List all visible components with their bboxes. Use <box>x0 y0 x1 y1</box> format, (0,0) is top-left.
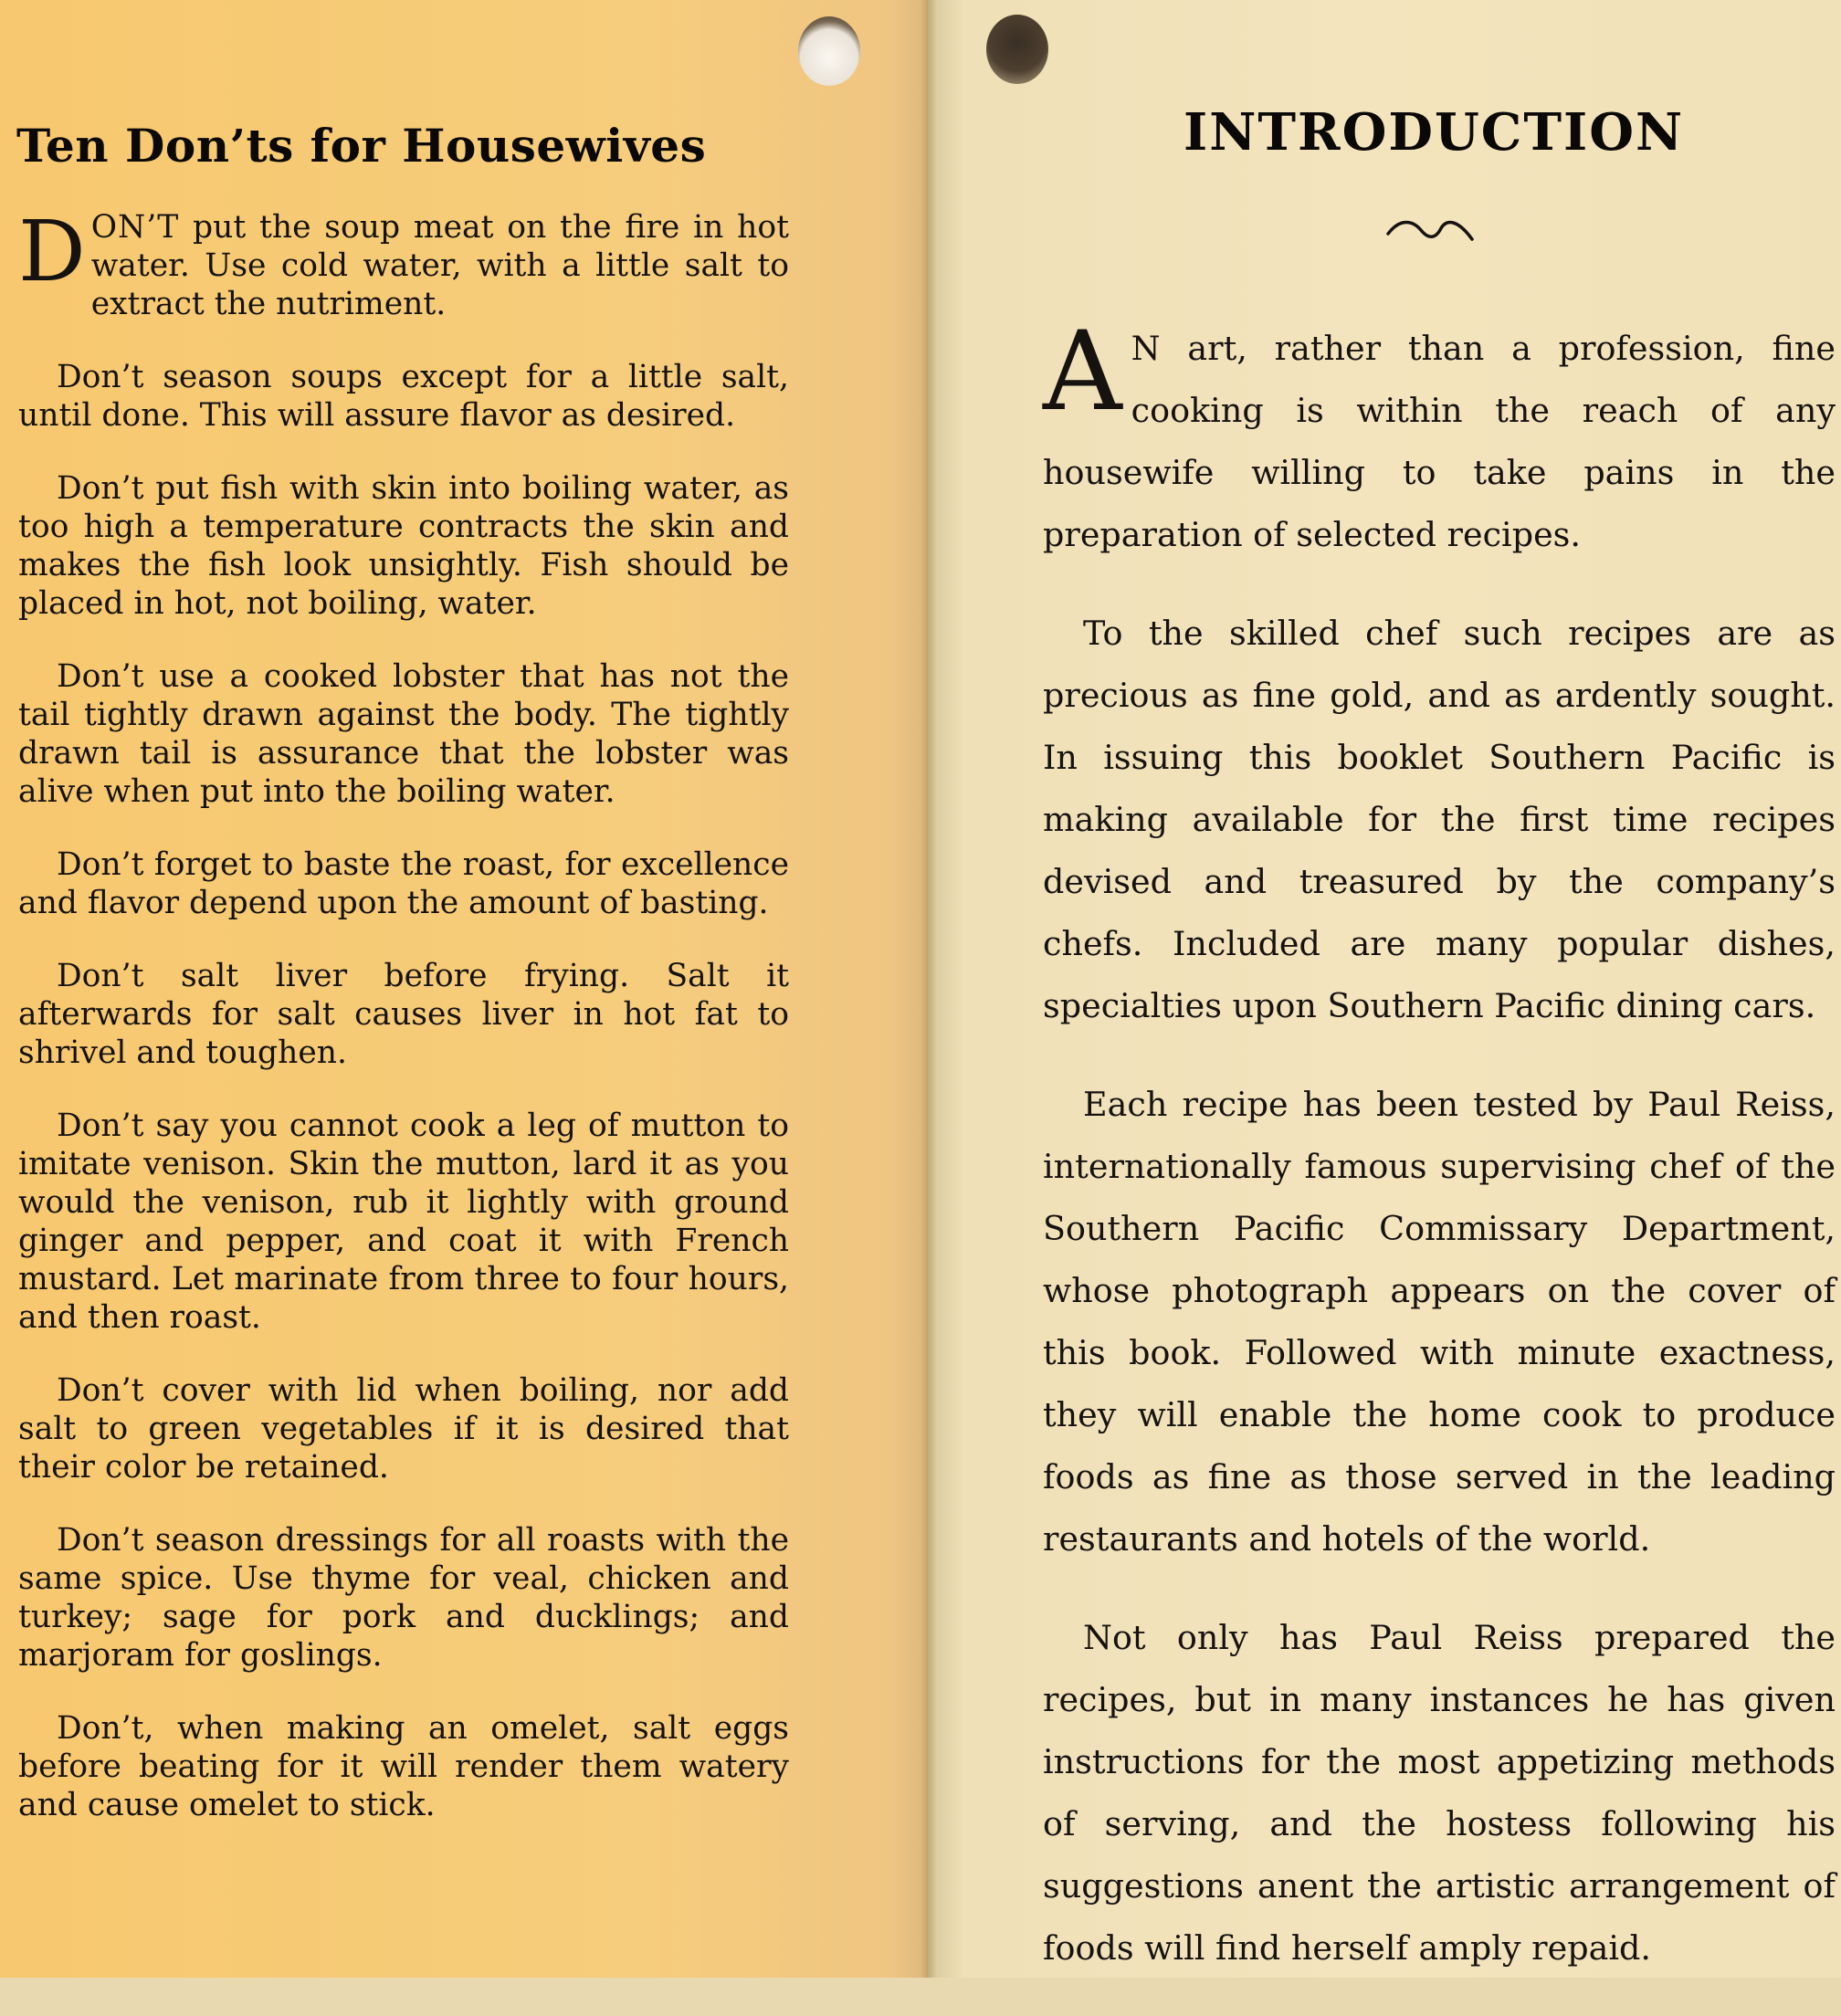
paragraph-text: put the soup meat on the fire in hot water. Use cold water, with a little salt to extract the nutriment. <box>90 209 789 322</box>
left-page <box>0 0 928 1978</box>
drop-cap: D <box>18 203 86 300</box>
paragraph: Each recipe has been tested by Paul Reiss, internationally famous supervising chef of the Southern Pacific Commissary Department, whose photograph appears on the cover of this book. Followed with minute exactness, they will enable the home cook to produce foods as fine as those served in the leading restaurants and hotels of the world. <box>1043 1085 1836 1559</box>
punch-hole-left <box>798 16 860 86</box>
paragraph: Don’t forget to baste the roast, for excellence and flavor depend upon the amount of basting. <box>18 846 789 921</box>
paragraph <box>18 203 789 323</box>
right-page-title: INTRODUCTION <box>1184 102 1685 163</box>
left-page-title: Ten Don’ts for Housewives <box>16 119 707 173</box>
paragraph: Don’t season dressings for all roasts with the same spice. Use thyme for veal, chicken and turkey; sage for pork and ducklings; and marjoram for goslings. <box>18 1522 789 1674</box>
paragraph: Don’t use a cooked lobster that has not the tail tightly drawn against the body. The tightly drawn tail is assurance that the lobster was alive when put into the boiling water. <box>18 658 789 810</box>
paragraph: Not only has Paul Reiss prepared the recipes, but in many instances he has given instructions for the most appetizing methods of serving, and the hostess following his suggestions anent the artistic arrangement of foods will find herself amply repaid. <box>1043 1618 1836 1968</box>
paragraph: To the skilled chef such recipes are as precious as fine gold, and as ardently sought. In issuing this booklet Southern Pacific is making available for the first time recipes devised and treasured by the company’s chefs. Included are many popular dishes, specialties upon Southern Pacific dining cars. <box>1043 614 1836 1025</box>
page-gutter <box>920 0 937 1978</box>
paragraph: Don’t put fish with skin into boiling water, as too high a temperature contracts the skin and makes the fish look unsightly. Fish should be placed in hot, not boiling, water. <box>18 470 789 622</box>
lead-caps: ON’T <box>90 209 180 246</box>
paragraph: Don’t say you cannot cook a leg of mutton to imitate venison. Skin the mutton, lard it as you would the venison, rub it lightly with ground ginger and pepper, and coat it with French mustard. Let marinate from three to four hours, and then roast. <box>18 1108 789 1336</box>
paragraph: Don’t, when making an omelet, salt eggs before beating for it will render them watery and cause omelet to stick. <box>18 1710 789 1823</box>
left-page-body <box>18 203 789 1859</box>
paragraph: Don’t cover with lid when boiling, nor add salt to green vegetables if it is desired that their color be retained. <box>18 1372 789 1486</box>
drop-cap: A <box>1043 309 1122 436</box>
paragraph <box>1043 309 1836 566</box>
paragraph: Don’t salt liver before frying. Salt it afterwards for salt causes liver in hot fat to shrivel and toughen. <box>18 958 789 1071</box>
paragraph: Don’t season soups except for a little salt, until done. This will assure flavor as desired. <box>18 359 789 434</box>
punch-hole-right <box>986 15 1048 84</box>
right-page <box>928 0 1841 1978</box>
ornament-swash-icon <box>1384 212 1476 248</box>
right-page-body <box>1043 309 1836 2016</box>
paragraph-text: N art, rather than a profession, fine cooking is within the reach of any housewife willing to take pains in the preparation of selected recipes. <box>1043 329 1836 554</box>
